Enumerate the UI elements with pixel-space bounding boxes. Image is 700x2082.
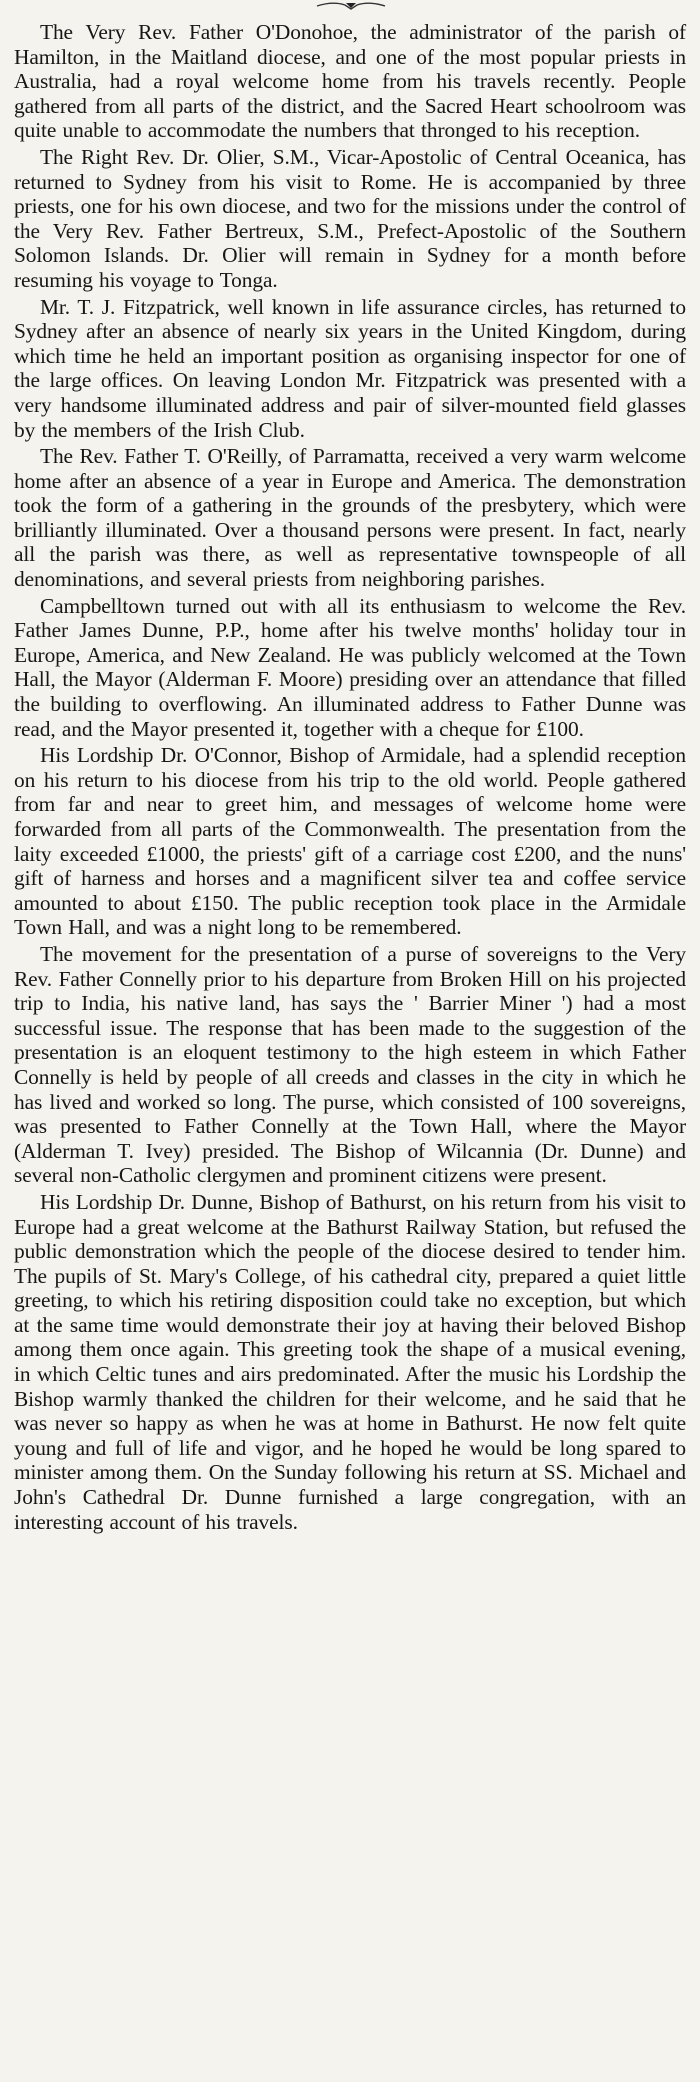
paragraph-campbelltown-dunne: Campbelltown turned out with all its enthusiasm to welcome the Rev. Father James Dunne, P.P., home after his twelve months' holiday tour in Europe, America, and New Zealand. He was publicly welcomed at the Town Hall, the Mayor (Alderman F. Moore) presiding over an attendance that filled the building to overflowing. An illuminated address to Father Dunne was read, and the Mayor presented it, together with a cheque for £100. <box>14 593 686 741</box>
column-ornament <box>315 0 387 10</box>
news-column <box>14 20 686 1536</box>
paragraph-odonohoe-welcome: The Very Rev. Father O'Donohoe, the administrator of the parish of Hamilton, in the Maitland diocese, and one of the most popular priests in Australia, had a royal welcome home from his travels recently. People gathered from all parts of the district, and the Sacred Heart schoolroom was quite unable to accommodate the numbers that thronged to his reception. <box>14 20 686 143</box>
paragraph-connelly-broken-hill: The movement for the presentation of a purse of sovereigns to the Very Rev. Father Connelly prior to his departure from Broken Hill on his projected trip to India, his native land, has says the ' Barrier Miner ') had a most successful issue. The response that has been made to the suggestion of the presentation is an eloquent testimony to the high esteem in which Father Connelly is held by people of all creeds and classes in the city in which he has lived and worked so long. The purse, which consisted of 100 sovereigns, was presented to Father Connelly at the Town Hall, where the Mayor (Alderman T. Ivey) presided. The Bishop of Wilcannia (Dr. Dunne) and several non-Catholic clergymen and prominent citizens were present. <box>14 941 686 1188</box>
paragraph-dunne-bathurst: His Lordship Dr. Dunne, Bishop of Bathurst, on his return from his visit to Europe had a great welcome at the Bathurst Railway Station, but refused the public demonstration which the people of the diocese desired to tender him. The pupils of St. Mary's College, of his cathedral city, prepared a quiet little greeting, to which his retiring disposition could take no exception, but which at the same time would demonstrate their joy at having their beloved Bishop among them once again. This greeting took the shape of a musical evening, in which Celtic tunes and airs predominated. After the music his Lordship the Bishop warmly thanked the children for their welcome, and he said that he was never so happy as when he was at home in Bathurst. He now felt quite young and full of life and vigor, and he hoped he would be long spared to minister among them. On the Sunday following his return at SS. Michael and John's Cathedral Dr. Dunne furnished a large congregation, with an interesting account of his travels. <box>14 1189 686 1534</box>
paragraph-fitzpatrick-return: Mr. T. J. Fitzpatrick, well known in life assurance circles, has returned to Sydney after an absence of nearly six years in the United Kingdom, during which time he held an important position as organising inspector for one of the large offices. On leaving London Mr. Fitzpatrick was presented with a very handsome illuminated address and pair of silver-mounted field glasses by the members of the Irish Club. <box>14 294 686 442</box>
paragraph-oconnor-armidale: His Lordship Dr. O'Connor, Bishop of Armidale, had a splendid reception on his return to his diocese from his trip to the old world. People gathered from far and near to greet him, and messages of welcome home were forwarded from all parts of the Commonwealth. The presentation from the laity exceeded £1000, the priests' gift of a carriage cost £200, and the nuns' gift of harness and horses and a magnificent silver tea and coffee service amounted to about £150. The public reception took place in the Armidale Town Hall, and was a night long to be remembered. <box>14 743 686 940</box>
paragraph-olier-return: The Right Rev. Dr. Olier, S.M., Vicar-Apostolic of Central Oceanica, has returned to Sydney from his visit to Rome. He is accompanied by three priests, one for his own diocese, and two for the missions under the control of the Very Rev. Father Bertreux, S.M., Prefect-Apostolic of the Southern Solomon Islands. Dr. Olier will remain in Sydney for a month before resuming his voyage to Tonga. <box>14 144 686 292</box>
paragraph-oreilly-welcome: The Rev. Father T. O'Reilly, of Parramatta, received a very warm welcome home after an absence of a year in Europe and America. The demonstration took the form of a gathering in the grounds of the presbytery, which were brilliantly illuminated. Over a thousand persons were present. In fact, nearly all the parish was there, as well as representative townspeople of all denominations, and several priests from neighboring parishes. <box>14 444 686 592</box>
